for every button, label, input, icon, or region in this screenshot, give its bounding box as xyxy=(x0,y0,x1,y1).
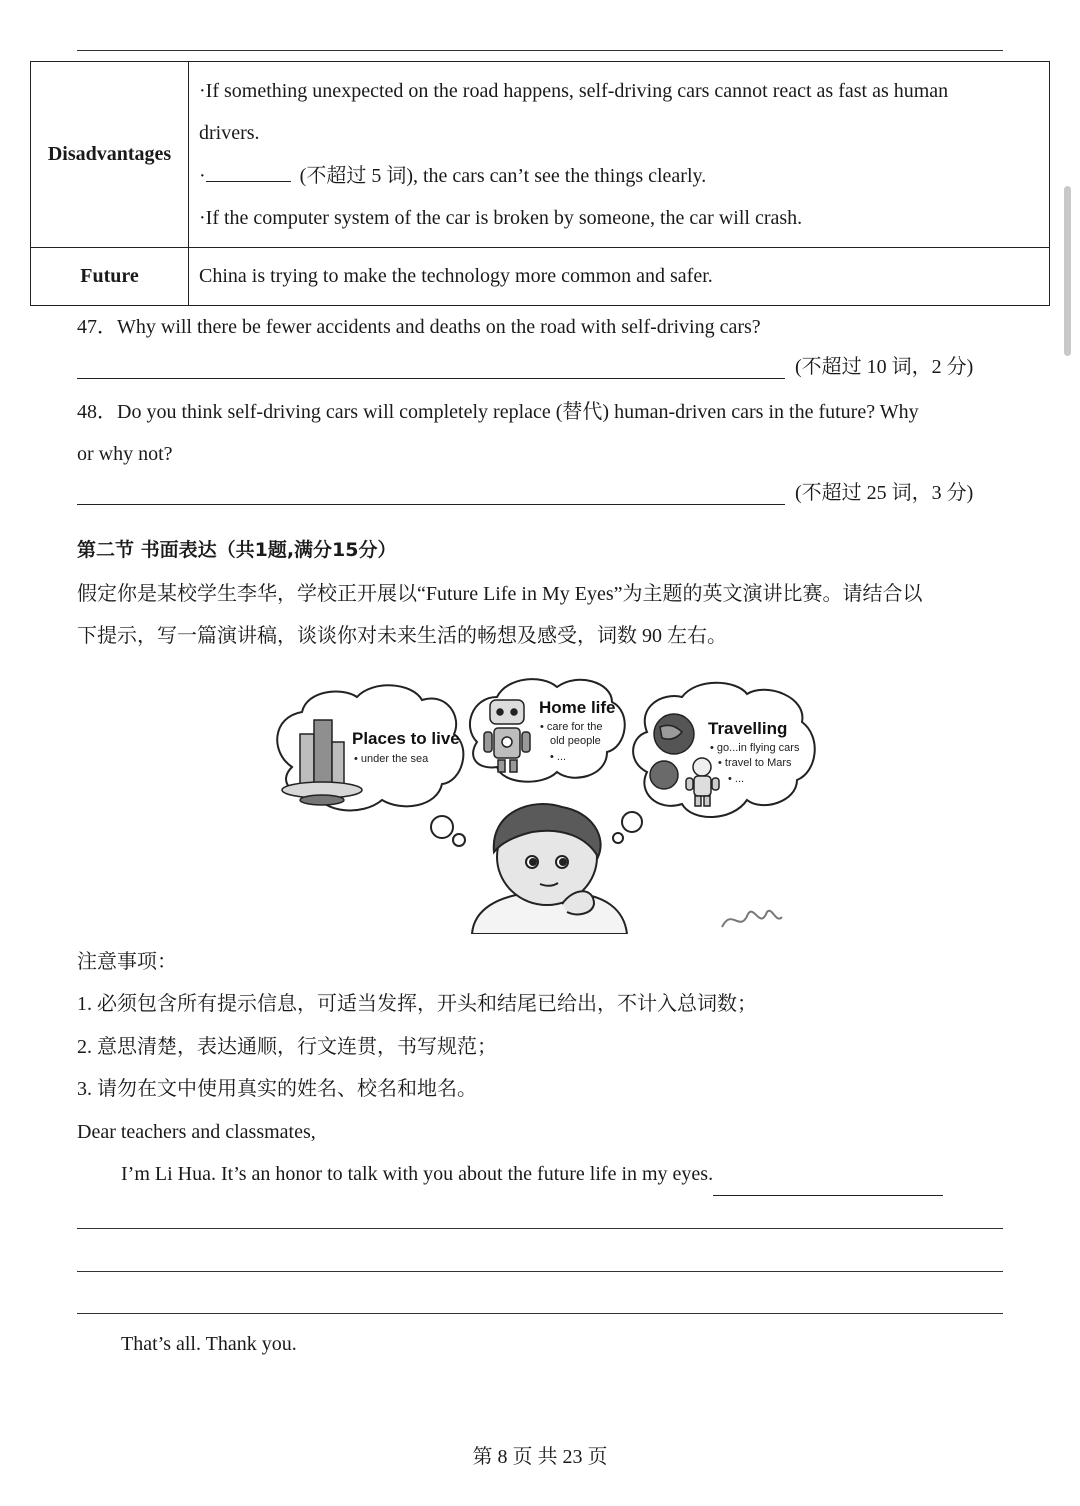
word-limit-note-48: (不超过 25 词，3 分) xyxy=(795,482,974,504)
page-number: 第 8 页 共 23 页 xyxy=(472,1446,608,1468)
disadvantage-line-3 xyxy=(199,155,1039,198)
task-paragraph-line2: 下提示，写一篇演讲稿，谈谈你对未来生活的畅想及感受，词数 90 左右。 xyxy=(77,625,727,647)
notes-item-1: 1. 必须包含所有提示信息，可适当发挥，开头和结尾已给出，不计入总词数； xyxy=(77,993,757,1015)
answer-row-47 xyxy=(77,348,973,379)
bubble2-item1: • care for the xyxy=(540,721,603,733)
writing-line-1[interactable] xyxy=(77,1228,1003,1229)
question-48-line1: 48．Do you think self-driving cars will completely replace (替代) human-driven cars in the future? Why xyxy=(77,401,919,423)
letter-greeting: Dear teachers and classmates, xyxy=(77,1121,316,1143)
signature-mark xyxy=(722,911,782,927)
writing-line-2[interactable] xyxy=(77,1271,1003,1272)
writing-line-3[interactable] xyxy=(77,1313,1003,1314)
summary-table xyxy=(30,61,1050,306)
disadvantages-label: Disadvantages xyxy=(31,62,189,248)
question-47: 47．Why will there be fewer accidents and deaths on the road with self-driving cars? xyxy=(77,316,761,338)
bubble1-title: Places to live xyxy=(352,729,460,748)
disadvantage-line-3-text: (不超过 5 词), the cars can’t see the things clearly. xyxy=(299,164,707,187)
letter-closing: That’s all. Thank you. xyxy=(121,1333,297,1355)
question-48-line2: or why not? xyxy=(77,443,173,465)
letter-opening-row xyxy=(121,1153,943,1196)
disadvantage-line-2: drivers. xyxy=(199,122,260,144)
answer-line-48[interactable] xyxy=(77,474,785,505)
disadvantage-line-4: ·If the computer system of the car is broken by someone, the car will crash. xyxy=(199,207,803,229)
top-rule xyxy=(77,50,1003,51)
thought-bubbles-illustration xyxy=(262,672,822,934)
bubble2-title: Home life xyxy=(539,698,616,717)
bubble3-title: Travelling xyxy=(708,719,788,738)
notes-item-2: 2. 意思清楚，表达通顺，行文连贯，书写规范； xyxy=(77,1036,497,1058)
bubble2-item2: old people xyxy=(550,735,601,747)
bubble1-item: • under the sea xyxy=(354,753,429,765)
letter-opening: I’m Li Hua. It’s an honor to talk with you about the future life in my eyes. xyxy=(121,1163,714,1185)
disadvantage-line-1: ·If something unexpected on the road happens, self-driving cars cannot react as fast as human xyxy=(199,79,949,102)
boy-icon xyxy=(472,804,627,934)
notes-item-3: 3. 请勿在文中使用真实的姓名、校名和地名。 xyxy=(77,1078,477,1100)
bubble3-item3: • ... xyxy=(728,773,745,785)
bubble2-item3: • ... xyxy=(550,751,567,763)
future-text: China is trying to make the technology more common and safer. xyxy=(189,248,1050,306)
bullet: · xyxy=(199,164,206,187)
task-paragraph-line1: 假定你是某校学生李华，学校正开展以“Future Life in My Eyes”为主题的英文演讲比赛。请结合以 xyxy=(77,583,923,605)
table-row xyxy=(31,62,1050,248)
writing-line-0[interactable] xyxy=(713,1167,943,1196)
answer-line-47[interactable] xyxy=(77,348,785,379)
bubble3-item1: • go...in flying cars xyxy=(710,742,800,754)
future-label: Future xyxy=(31,248,189,306)
word-limit-note-47: (不超过 10 词，2 分) xyxy=(795,356,974,378)
answer-blank[interactable] xyxy=(206,163,291,182)
scrollbar[interactable] xyxy=(1064,186,1071,356)
table-row xyxy=(31,248,1050,306)
notes-heading: 注意事项： xyxy=(77,951,177,973)
answer-row-48 xyxy=(77,474,973,505)
disadvantages-cell xyxy=(189,62,1050,248)
section-title: 第二节 书面表达（共1题,满分15分） xyxy=(77,539,397,561)
bubble3-item2: • travel to Mars xyxy=(718,757,792,769)
